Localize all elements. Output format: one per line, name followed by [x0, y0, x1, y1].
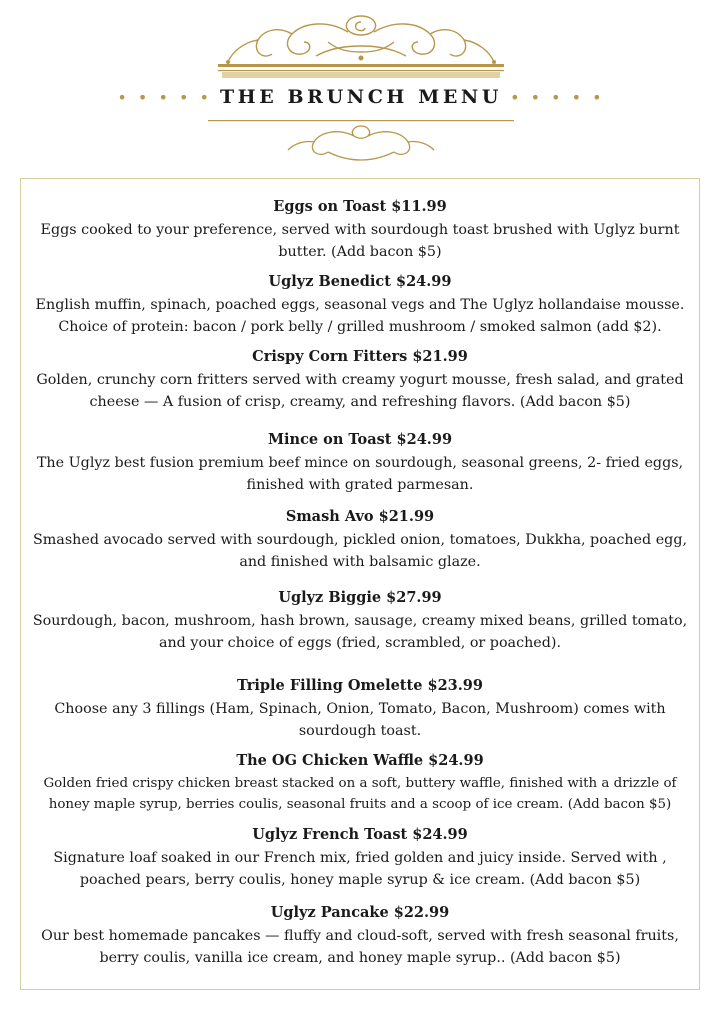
menu-item-uglyz-benedict [20, 272, 700, 338]
menu-item-triple-filling-omelette [20, 676, 700, 742]
menu-item-uglyz-pancake [20, 903, 700, 969]
menu-item-description: Our best homemade pancakes — fluffy and cloud-soft, served with fresh seasonal fruits, berry coulis, vanilla ice cream, and honey maple syrup.. (Add bacon $5) [41, 928, 679, 966]
menu-item-title: Uglyz Biggie $27.99 [278, 589, 442, 606]
menu-item-title: Mince on Toast $24.99 [267, 431, 453, 448]
menu-item-title: Uglyz French Toast $24.99 [252, 826, 468, 843]
menu-item-uglyz-biggie [20, 588, 700, 654]
menu-item-description: Sourdough, bacon, mushroom, hash brown, sausage, creamy mixed beans, grilled tomato, and your choice of eggs (fried, scrambled, or poached). [32, 613, 688, 651]
menu-item-description: Golden, crunchy corn fritters served with creamy yogurt mousse, fresh salad, and grated cheese — A fusion of crisp, creamy, and refreshing flavors. (Add bacon $5) [36, 372, 684, 410]
title-dots-right: • • • • • [510, 87, 605, 107]
menu-item-eggs-on-toast [20, 197, 700, 263]
menu-item-smash-avo [20, 507, 700, 573]
title-row [0, 82, 722, 112]
menu-item-title: Crispy Corn Fitters $21.99 [252, 348, 468, 365]
page-title: THE BRUNCH MENU [219, 86, 503, 108]
menu-item-title: Uglyz Pancake $22.99 [270, 904, 450, 921]
menu-item-mince-on-toast [20, 430, 700, 496]
menu-header [0, 0, 722, 175]
menu-item-description: Smashed avocado served with sourdough, pickled onion, tomatoes, Dukkha, poached egg, and finished with balsamic glaze. [32, 532, 688, 570]
bottom-ornament-icon [208, 118, 514, 164]
menu-item-description: Eggs cooked to your preference, served with sourdough toast brushed with Uglyz burnt butter. (Add bacon $5) [40, 222, 680, 260]
top-ornament-icon [208, 12, 514, 80]
menu-item-description: Signature loaf soaked in our French mix, fried golden and juicy inside. Served with , poached pears, berry coulis, honey maple syrup & ice cream. (Add bacon $5) [53, 850, 667, 888]
menu-item-description: The Uglyz best fusion premium beef mince on sourdough, seasonal greens, 2- fried eggs, finished with grated parmesan. [36, 455, 684, 493]
menu-item-uglyz-french-toast [20, 825, 700, 891]
menu-item-crispy-corn-fitters [20, 347, 700, 413]
menu-item-title: Uglyz Benedict $24.99 [268, 273, 452, 290]
title-dots-left: • • • • • [117, 87, 212, 107]
menu-item-title: Eggs on Toast $11.99 [273, 198, 447, 215]
menu-item-description: Choose any 3 fillings (Ham, Spinach, Onion, Tomato, Bacon, Mushroom) comes with sourdough toast. [54, 701, 666, 739]
menu-item-title: Smash Avo $21.99 [285, 508, 435, 525]
menu-item-title: The OG Chicken Waffle $24.99 [236, 752, 484, 769]
menu-item-title: Triple Filling Omelette $23.99 [237, 677, 483, 694]
menu-item-description: Golden fried crispy chicken breast stacked on a soft, buttery waffle, finished with a drizzle of honey maple syrup, berries coulis, seasonal fruits and a scoop of ice cream. (Add bacon $5) [43, 776, 677, 812]
menu-item-description: English muffin, spinach, poached eggs, seasonal vegs and The Uglyz hollandaise mousse. Choice of protein: bacon / pork belly / grilled mushroom / smoked salmon (add $2). [35, 297, 685, 335]
menu-item-og-chicken-waffle [20, 751, 700, 815]
